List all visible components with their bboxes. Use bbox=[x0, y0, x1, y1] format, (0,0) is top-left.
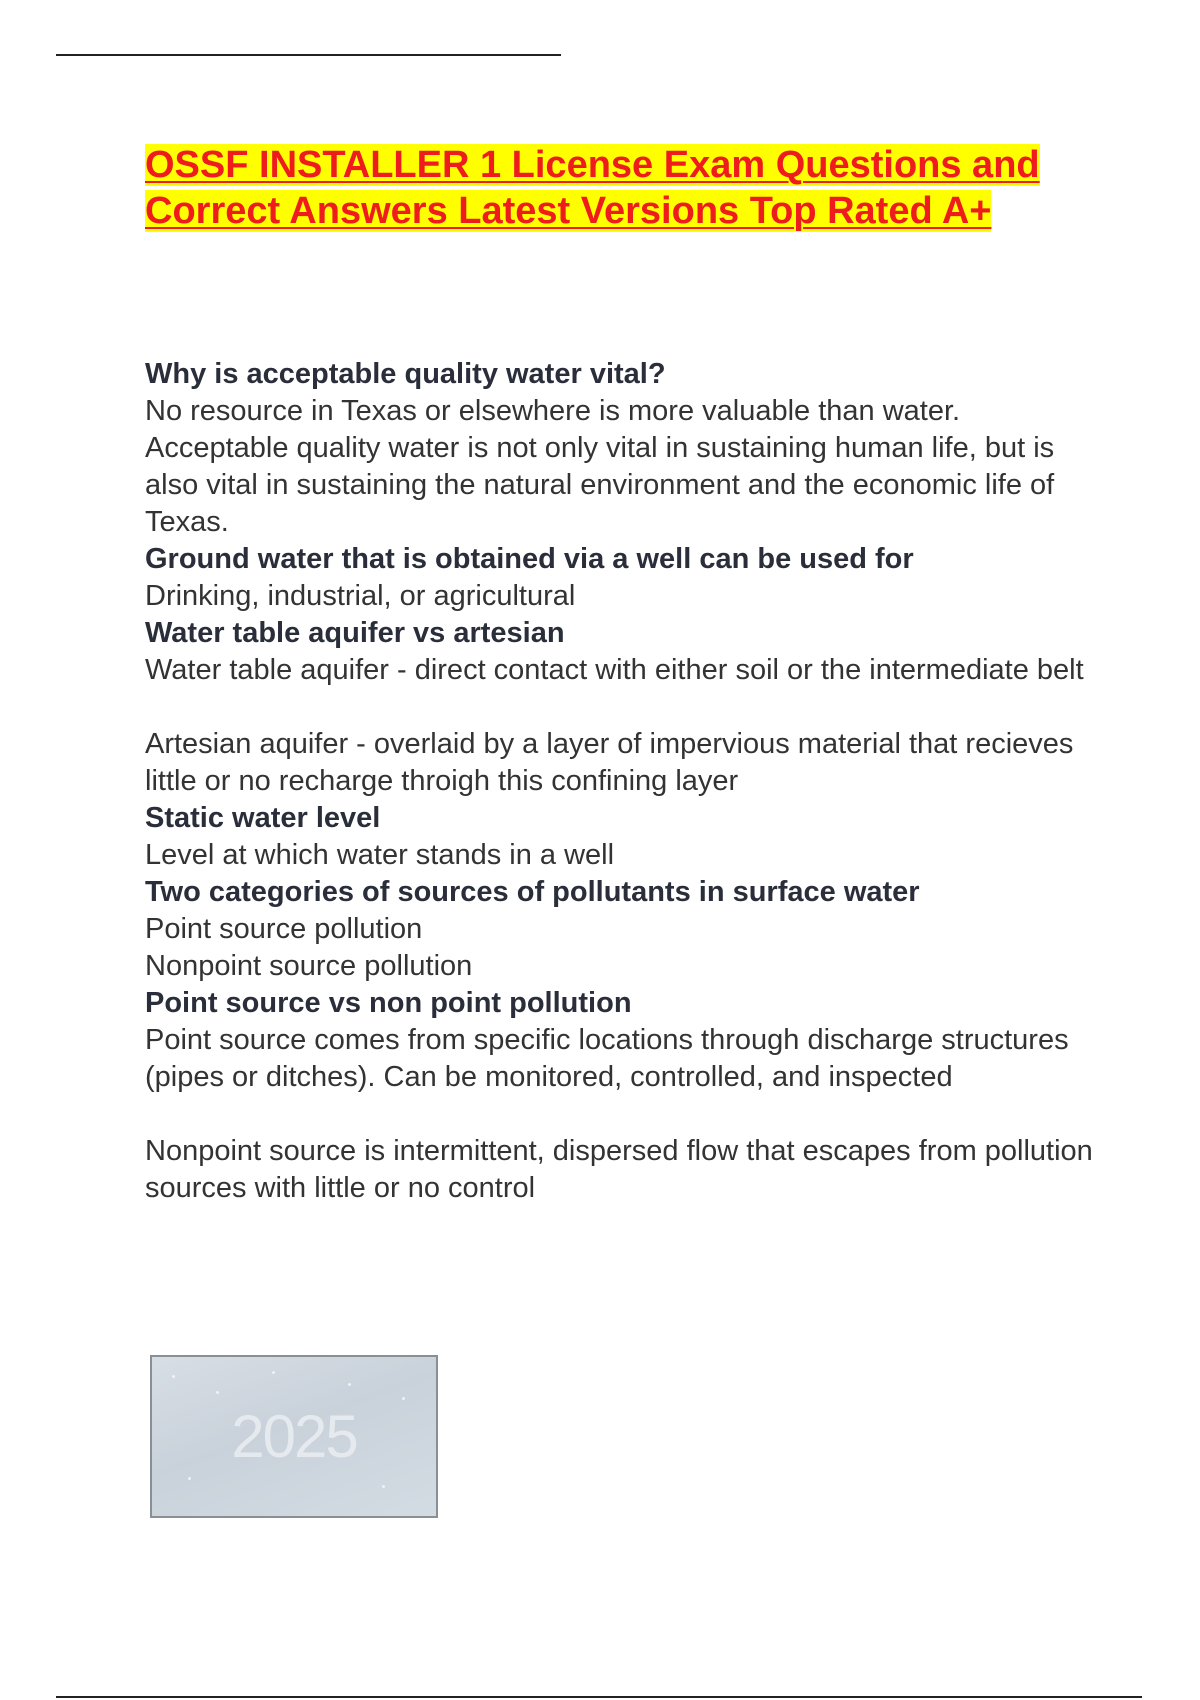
top-rule bbox=[56, 54, 561, 56]
answer: No resource in Texas or elsewhere is more valuable than water. Acceptable quality water is not only vital in sustaining human life, but is also vital in sustaining the natural environment and the economic life of Texas. bbox=[145, 395, 1055, 538]
sparkle-dot bbox=[348, 1383, 351, 1386]
answer: Point source comes from specific locations through discharge structures (pipes or ditches). Can be monitored, controlled, and inspected bbox=[145, 1024, 1069, 1093]
qa-item bbox=[145, 356, 1105, 541]
question: Static water level bbox=[145, 802, 381, 834]
sparkle-dot bbox=[216, 1391, 219, 1394]
question: Why is acceptable quality water vital? bbox=[145, 358, 666, 390]
answer: Water table aquifer - direct contact with either soil or the intermediate belt bbox=[145, 654, 1084, 686]
qa-list bbox=[145, 356, 1105, 1207]
qa-item bbox=[145, 541, 1105, 615]
answer: Level at which water stands in a well bbox=[145, 839, 615, 871]
sparkle-dot bbox=[172, 1375, 175, 1378]
answer: Artesian aquifer - overlaid by a layer of impervious material that recieves little or no recharge throigh this confining layer bbox=[145, 728, 1074, 797]
answer: Point source pollution bbox=[145, 913, 423, 945]
document-title bbox=[145, 142, 1085, 234]
question: Ground water that is obtained via a well can be used for bbox=[145, 543, 914, 575]
answer: Nonpoint source is intermittent, dispersed flow that escapes from pollution sources with little or no control bbox=[145, 1135, 1093, 1204]
sparkle-dot bbox=[402, 1397, 405, 1400]
question: Point source vs non point pollution bbox=[145, 987, 632, 1019]
sparkle-dot bbox=[272, 1371, 275, 1374]
qa-item bbox=[145, 985, 1105, 1207]
year-thumbnail-image bbox=[150, 1355, 438, 1518]
question: Two categories of sources of pollutants in surface water bbox=[145, 876, 920, 908]
qa-item bbox=[145, 800, 1105, 874]
question: Water table aquifer vs artesian bbox=[145, 617, 565, 649]
answer: Nonpoint source pollution bbox=[145, 950, 473, 982]
qa-item bbox=[145, 615, 1105, 800]
sparkle-dot bbox=[188, 1477, 191, 1480]
qa-item bbox=[145, 874, 1105, 985]
blank-line bbox=[145, 689, 1105, 726]
sparkle-dot bbox=[382, 1485, 385, 1488]
thumbnail-year-text: 2025 bbox=[231, 1403, 357, 1470]
blank-line bbox=[145, 1096, 1105, 1133]
bottom-rule bbox=[56, 1696, 1142, 1698]
answer: Drinking, industrial, or agricultural bbox=[145, 580, 576, 612]
title-highlight: OSSF INSTALLER 1 License Exam Questions and Correct Answers Latest Versions Top Rated A+ bbox=[145, 144, 1040, 232]
